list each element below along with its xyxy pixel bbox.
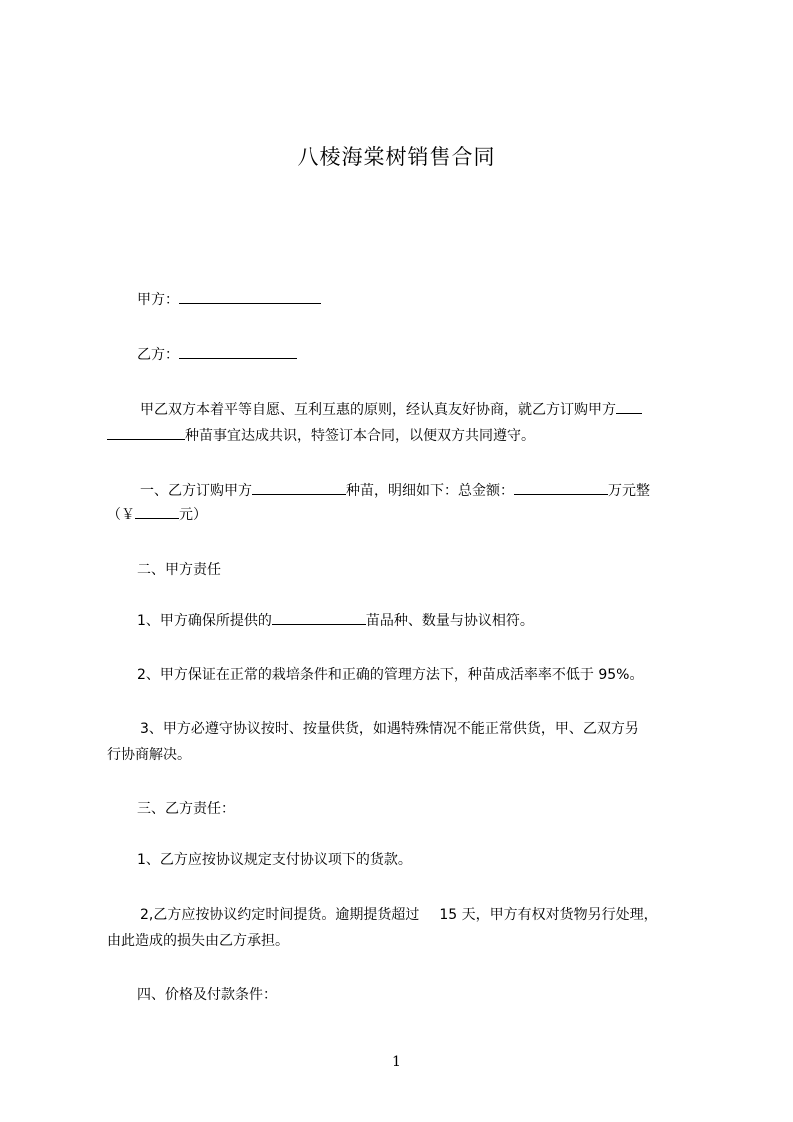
s2-item3-line-1: 3、甲方必遵守协议按时、按量供货，如遇特殊情况不能正常供货，甲、乙双方另 [140, 721, 639, 737]
document-title: 八棱海棠树销售合同 [297, 145, 496, 169]
s3-item2-text-b: 15 天，甲方有权对货物另行处理， [439, 907, 658, 923]
party-a-blank[interactable] [179, 287, 321, 304]
item1-text-d-close: 元） [179, 507, 207, 523]
section4-title: 四、价格及付款条件： [137, 987, 277, 1003]
item1-blank-yuan[interactable] [135, 502, 179, 519]
s3-item1: 1、乙方应按协议规定支付协议项下的货款。 [137, 852, 412, 868]
party-a-line [137, 285, 321, 315]
item1-text-a: 一、乙方订购甲方 [140, 483, 252, 499]
item1-line-1 [140, 476, 650, 506]
s2-item1 [137, 606, 534, 636]
s2-item1-text-b: 苗品种、数量与协议相符。 [365, 613, 534, 629]
section2-title: 二、甲方责任 [137, 562, 221, 578]
item1-text-c: 万元整 [608, 483, 650, 499]
s3-item2-text-a: 2,乙方应按协议约定时间提货。逾期提货超过 [140, 907, 420, 923]
s2-item1-blank[interactable] [272, 608, 366, 625]
section3-title: 三、乙方责任： [137, 801, 235, 817]
item1-blank-total[interactable] [514, 478, 608, 495]
intro-text-2: 种苗事宜达成共识，特签订本合同，以便双方共同遵守。 [185, 428, 535, 444]
item1-text-d-open: （￥ [107, 507, 135, 523]
s3-item2-line-2: 由此造成的损失由乙方承担。 [107, 933, 289, 949]
item1-text-b: 种苗，明细如下：总金额： [346, 483, 514, 499]
party-b-line [137, 340, 297, 370]
intro-blank-2[interactable] [107, 423, 185, 440]
party-b-blank[interactable] [179, 342, 297, 359]
s2-item3-line-2: 行协商解决。 [107, 747, 191, 763]
party-a-label: 甲方： [137, 292, 179, 308]
item1-blank-variety[interactable] [252, 478, 346, 495]
intro-paragraph-line-2 [107, 421, 535, 451]
intro-blank-1[interactable] [616, 397, 642, 414]
s2-item1-text-a: 1、甲方确保所提供的 [137, 613, 272, 629]
page-number: 1 [392, 1054, 401, 1070]
party-b-label: 乙方： [137, 347, 179, 363]
s2-item2: 2、甲方保证在正常的栽培条件和正确的管理方法下，种苗成活率率不低于 95%。 [137, 667, 644, 683]
intro-text-1: 甲乙双方本着平等自愿、互利互惠的原则，经认真友好协商，就乙方订购甲方 [140, 402, 616, 418]
item1-line-2 [107, 500, 207, 530]
